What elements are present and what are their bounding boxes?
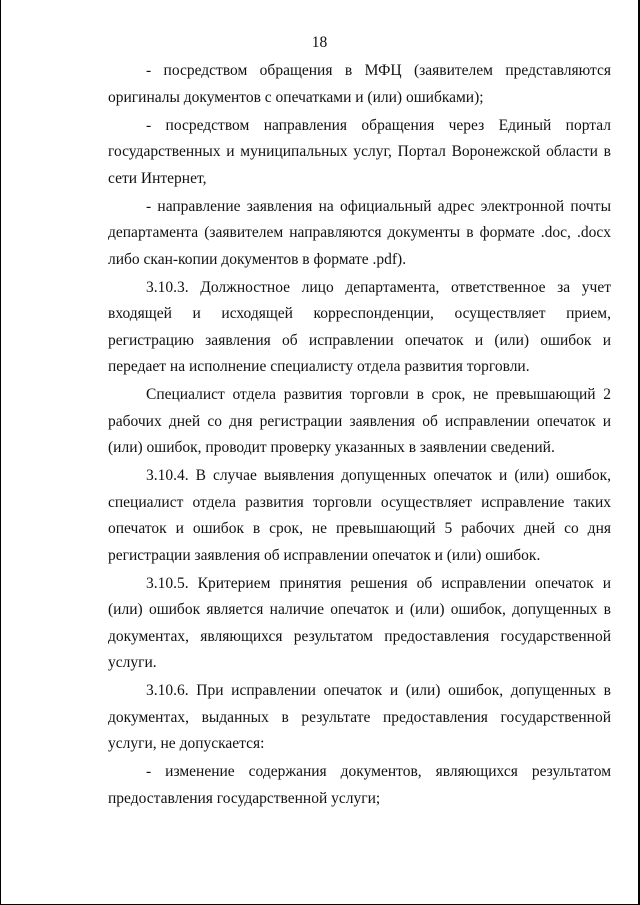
paragraph-specialist-check: Специалист отдела развития торговли в срок, не превышающий 2 рабочих дней со дня регистрации заявления об исправлении опечаток и (или) ошибок, проводит проверку указанных в заявлении сведений. <box>108 386 611 456</box>
paragraph-3-10-6: 3.10.6. При исправлении опечаток и (или) ошибок, допущенных в документах, выданных в результате предоставления государственной услуги, не допускается: <box>108 682 611 752</box>
document-body <box>108 58 611 814</box>
page-number: 18 <box>311 34 328 51</box>
paragraph-content-change: - изменение содержания документов, являющихся результатом предоставления государственной услуги; <box>108 763 611 807</box>
paragraph-email: - направление заявления на официальный адрес электронной почты департамента (заявителем направляются документы в формате .doc, .docx либо скан-копии документов в формате .pdf). <box>108 197 611 268</box>
paragraph-mfc: - посредством обращения в МФЦ (заявителем представляются оригиналы документов с опечатками и (или) ошибками); <box>108 62 611 106</box>
paragraph-3-10-4: 3.10.4. В случае выявления допущенных опечаток и (или) ошибок, специалист отдела развития торговли осуществляет исправление таких опечаток и ошибок в срок, не превышающий 5 рабочих дней со дня регистрации заявления об исправлении опечаток и (или) ошибок. <box>108 467 611 564</box>
paragraph-3-10-5: 3.10.5. Критерием принятия решения об исправлении опечаток и (или) ошибок является наличие опечаток и (или) ошибок, допущенных в документах, являющихся результатом предоставления государственной услуги. <box>108 574 611 671</box>
paragraph-3-10-3: 3.10.3. Должностное лицо департамента, ответственное за учет входящей и исходящей корреспонденции, осуществляет прием, регистрацию заявления об исправлении опечаток и (или) ошибок и передает на исполнение специалисту отдела развития торговли. <box>108 278 611 375</box>
paragraph-portal: - посредством направления обращения через Единый портал государственных и муниципальных услуг, Портал Воронежской области в сети Интернет, <box>108 116 611 187</box>
